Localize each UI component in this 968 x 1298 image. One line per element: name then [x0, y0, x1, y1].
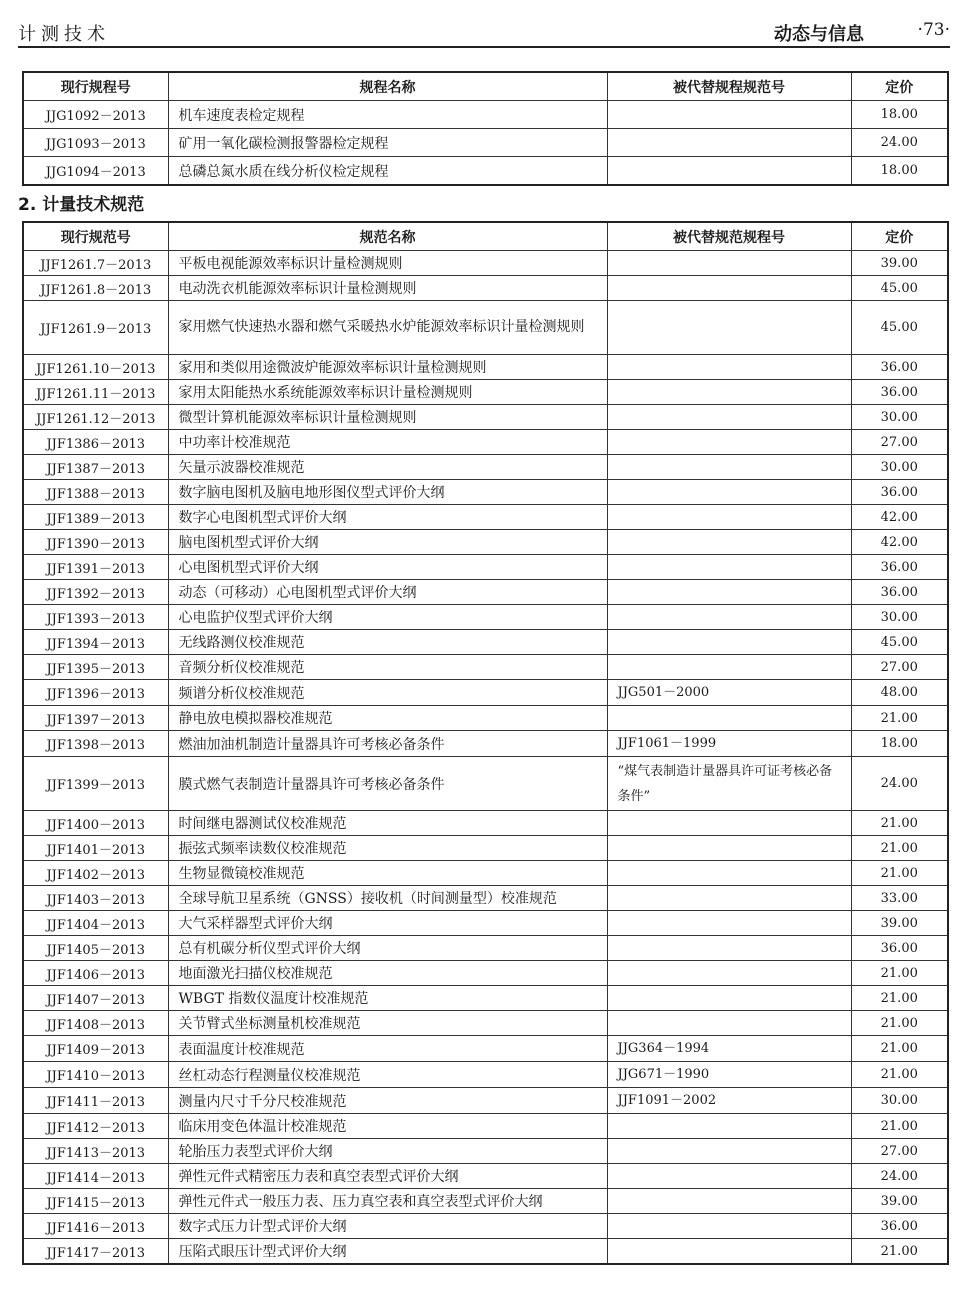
price-cell: 21.00 — [851, 1062, 948, 1088]
price-cell: 24.00 — [851, 757, 948, 811]
col-header-name: 规范名称 — [168, 222, 607, 251]
col-header-code: 现行规程号 — [23, 72, 168, 101]
price-cell: 48.00 — [851, 680, 948, 706]
table-row — [23, 680, 948, 706]
replaced-standard-cell — [607, 605, 851, 630]
standard-name-cell: 静电放电模拟器校准规范 — [168, 706, 607, 731]
standard-name-cell: 数字脑电图机及脑电地形图仪型式评价大纲 — [168, 480, 607, 505]
price-cell: 24.00 — [851, 129, 948, 157]
standard-name-cell: 关节臂式坐标测量机校准规范 — [168, 1011, 607, 1036]
standard-code-cell: JJF1387－2013 — [23, 455, 168, 480]
standard-code-cell: JJF1406－2013 — [23, 961, 168, 986]
standard-code-cell: JJF1402－2013 — [23, 861, 168, 886]
standard-name-cell: 压陷式眼压计型式评价大纲 — [168, 1239, 607, 1265]
replaced-standard-cell — [607, 1239, 851, 1265]
standard-name-cell: 矢量示波器校准规范 — [168, 455, 607, 480]
price-cell: 21.00 — [851, 1114, 948, 1139]
standard-name-cell: 生物显微镜校准规范 — [168, 861, 607, 886]
price-cell: 36.00 — [851, 580, 948, 605]
replaced-standard-cell: JJG364－1994 — [607, 1036, 851, 1062]
price-cell: 18.00 — [851, 731, 948, 757]
price-cell: 30.00 — [851, 405, 948, 430]
replaced-standard-cell — [607, 480, 851, 505]
price-cell: 33.00 — [851, 886, 948, 911]
table-row — [23, 1088, 948, 1114]
standard-name-cell: 平板电视能源效率标识计量检测规则 — [168, 251, 607, 276]
standard-code-cell: JJF1393－2013 — [23, 605, 168, 630]
replaced-standard-cell: “煤气表制造计量器具许可证考核必备条件” — [607, 757, 851, 811]
col-header-replaces: 被代替规范规程号 — [607, 222, 851, 251]
replaced-standard-cell — [607, 630, 851, 655]
replaced-standard-cell: JJF1061－1999 — [607, 731, 851, 757]
replaced-standard-cell — [607, 1139, 851, 1164]
table-row — [23, 1036, 948, 1062]
standard-code-cell: JJF1412－2013 — [23, 1114, 168, 1139]
replaced-standard-cell — [607, 986, 851, 1011]
standard-name-cell: 心电监护仪型式评价大纲 — [168, 605, 607, 630]
standard-code-cell: JJF1389－2013 — [23, 505, 168, 530]
price-cell: 36.00 — [851, 480, 948, 505]
standard-code-cell: JJF1261.8－2013 — [23, 276, 168, 301]
standard-name-cell: 振弦式频率读数仪校准规范 — [168, 836, 607, 861]
price-cell: 42.00 — [851, 505, 948, 530]
table-row — [23, 276, 948, 301]
standard-name-cell: 总磷总氮水质在线分析仪检定规程 — [168, 157, 607, 186]
table-row — [23, 301, 948, 355]
table-row — [23, 1139, 948, 1164]
standard-name-cell: 家用和类似用途微波炉能源效率标识计量检测规则 — [168, 355, 607, 380]
section-name: 动态与信息 — [774, 24, 864, 45]
table-row — [23, 505, 948, 530]
standard-name-cell: 大气采样器型式评价大纲 — [168, 911, 607, 936]
standard-code-cell: JJF1261.9－2013 — [23, 301, 168, 355]
price-cell: 27.00 — [851, 1139, 948, 1164]
standard-code-cell: JJF1388－2013 — [23, 480, 168, 505]
price-cell: 36.00 — [851, 380, 948, 405]
standard-name-cell: 数字式压力计型式评价大纲 — [168, 1214, 607, 1239]
standard-code-cell: JJF1398－2013 — [23, 731, 168, 757]
replaced-standard-cell — [607, 936, 851, 961]
price-cell: 30.00 — [851, 605, 948, 630]
standard-code-cell: JJF1413－2013 — [23, 1139, 168, 1164]
standard-code-cell: JJF1416－2013 — [23, 1214, 168, 1239]
standard-name-cell: 家用燃气快速热水器和燃气采暖热水炉能源效率标识计量检测规则 — [168, 301, 607, 355]
price-cell: 27.00 — [851, 430, 948, 455]
replaced-standard-cell — [607, 911, 851, 936]
standard-code-cell: JJF1414－2013 — [23, 1164, 168, 1189]
standard-name-cell: 心电图机型式评价大纲 — [168, 555, 607, 580]
price-cell: 18.00 — [851, 101, 948, 129]
table-row — [23, 911, 948, 936]
price-cell: 24.00 — [851, 1164, 948, 1189]
price-cell: 18.00 — [851, 157, 948, 186]
table-row — [23, 1214, 948, 1239]
replaced-standard-cell — [607, 430, 851, 455]
table-row — [23, 706, 948, 731]
table-row — [23, 605, 948, 630]
standard-name-cell: 中功率计校准规范 — [168, 430, 607, 455]
standard-name-cell: 弹性元件式一般压力表、压力真空表和真空表型式评价大纲 — [168, 1189, 607, 1214]
table-row — [23, 430, 948, 455]
replaced-standard-cell — [607, 836, 851, 861]
replaced-standard-cell — [607, 301, 851, 355]
table-row — [23, 530, 948, 555]
table-row — [23, 157, 948, 186]
journal-name: 计测技术 — [18, 24, 110, 45]
table-row — [23, 555, 948, 580]
replaced-standard-cell — [607, 811, 851, 836]
table-row — [23, 811, 948, 836]
standard-name-cell: 临床用变色体温计校准规范 — [168, 1114, 607, 1139]
table-row — [23, 251, 948, 276]
standard-code-cell: JJF1409－2013 — [23, 1036, 168, 1062]
replaced-standard-cell — [607, 1214, 851, 1239]
standard-code-cell: JJF1407－2013 — [23, 986, 168, 1011]
replaced-standard-cell — [607, 530, 851, 555]
replaced-standard-cell — [607, 380, 851, 405]
price-cell: 39.00 — [851, 251, 948, 276]
table-row — [23, 1062, 948, 1088]
standard-code-cell: JJF1401－2013 — [23, 836, 168, 861]
standard-name-cell: 脑电图机型式评价大纲 — [168, 530, 607, 555]
replaced-standard-cell — [607, 505, 851, 530]
standard-code-cell: JJF1410－2013 — [23, 1062, 168, 1088]
replaced-standard-cell — [607, 405, 851, 430]
regulations-table — [22, 71, 949, 186]
table-row — [23, 1189, 948, 1214]
table-row — [23, 1011, 948, 1036]
price-cell: 36.00 — [851, 355, 948, 380]
standard-name-cell: 数字心电图机型式评价大纲 — [168, 505, 607, 530]
table-row — [23, 886, 948, 911]
replaced-standard-cell — [607, 1011, 851, 1036]
price-cell: 39.00 — [851, 1189, 948, 1214]
price-cell: 45.00 — [851, 301, 948, 355]
standard-name-cell: 弹性元件式精密压力表和真空表型式评价大纲 — [168, 1164, 607, 1189]
col-header-code: 现行规范号 — [23, 222, 168, 251]
standard-name-cell: 动态（可移动）心电图机型式评价大纲 — [168, 580, 607, 605]
section-title: 2. 计量技术规范 — [18, 195, 145, 215]
standard-code-cell: JJF1391－2013 — [23, 555, 168, 580]
standard-name-cell: 时间继电器测试仪校准规范 — [168, 811, 607, 836]
standard-name-cell: 机车速度表检定规程 — [168, 101, 607, 129]
replaced-standard-cell — [607, 655, 851, 680]
price-cell: 21.00 — [851, 986, 948, 1011]
standard-name-cell: 测量内尺寸千分尺校准规范 — [168, 1088, 607, 1114]
standard-name-cell: 音频分析仪校准规范 — [168, 655, 607, 680]
price-cell: 21.00 — [851, 1011, 948, 1036]
standard-code-cell: JJF1395－2013 — [23, 655, 168, 680]
standard-name-cell: 丝杠动态行程测量仪校准规范 — [168, 1062, 607, 1088]
replaced-standard-cell — [607, 555, 851, 580]
price-cell: 21.00 — [851, 836, 948, 861]
price-cell: 45.00 — [851, 630, 948, 655]
standard-code-cell: JJF1397－2013 — [23, 706, 168, 731]
replaced-standard-cell — [607, 157, 851, 186]
price-cell: 21.00 — [851, 861, 948, 886]
standard-name-cell: 家用太阳能热水系统能源效率标识计量检测规则 — [168, 380, 607, 405]
price-cell: 21.00 — [851, 811, 948, 836]
price-cell: 36.00 — [851, 555, 948, 580]
standard-code-cell: JJF1405－2013 — [23, 936, 168, 961]
replaced-standard-cell — [607, 355, 851, 380]
table-row — [23, 936, 948, 961]
standard-name-cell: 频谱分析仪校准规范 — [168, 680, 607, 706]
price-cell: 36.00 — [851, 936, 948, 961]
table-row — [23, 961, 948, 986]
standard-name-cell: 膜式燃气表制造计量器具许可考核必备条件 — [168, 757, 607, 811]
col-header-price: 定价 — [851, 72, 948, 101]
standard-code-cell: JJF1390－2013 — [23, 530, 168, 555]
price-cell: 21.00 — [851, 706, 948, 731]
replaced-standard-cell — [607, 706, 851, 731]
standard-code-cell: JJF1415－2013 — [23, 1189, 168, 1214]
standard-code-cell: JJF1261.12－2013 — [23, 405, 168, 430]
table-row — [23, 380, 948, 405]
standard-name-cell: 无线路测仪校准规范 — [168, 630, 607, 655]
price-cell: 21.00 — [851, 1036, 948, 1062]
standard-code-cell: JJF1400－2013 — [23, 811, 168, 836]
standard-code-cell: JJF1261.7－2013 — [23, 251, 168, 276]
table-row — [23, 129, 948, 157]
table-row — [23, 355, 948, 380]
standard-code-cell: JJF1261.11－2013 — [23, 380, 168, 405]
standard-name-cell: 矿用一氧化碳检测报警器检定规程 — [168, 129, 607, 157]
standard-code-cell: JJF1403－2013 — [23, 886, 168, 911]
table-row — [23, 101, 948, 129]
standard-code-cell: JJF1404－2013 — [23, 911, 168, 936]
specifications-table — [22, 221, 949, 1265]
price-cell: 30.00 — [851, 1088, 948, 1114]
price-cell: 21.00 — [851, 961, 948, 986]
standard-name-cell: 总有机碳分析仪型式评价大纲 — [168, 936, 607, 961]
page-header — [18, 0, 950, 48]
price-cell: 39.00 — [851, 911, 948, 936]
replaced-standard-cell — [607, 886, 851, 911]
standard-code-cell: JJG1092－2013 — [23, 101, 168, 129]
standard-name-cell: 微型计算机能源效率标识计量检测规则 — [168, 405, 607, 430]
standard-code-cell: JJF1411－2013 — [23, 1088, 168, 1114]
price-cell: 45.00 — [851, 276, 948, 301]
price-cell: 27.00 — [851, 655, 948, 680]
standard-code-cell: JJF1261.10－2013 — [23, 355, 168, 380]
table-row — [23, 757, 948, 811]
table-row — [23, 480, 948, 505]
table-row — [23, 580, 948, 605]
col-header-replaces: 被代替规程规范号 — [607, 72, 851, 101]
standard-name-cell: 燃油加油机制造计量器具许可考核必备条件 — [168, 731, 607, 757]
replaced-standard-cell: JJG501－2000 — [607, 680, 851, 706]
page-number: ·73· — [917, 20, 950, 40]
standard-code-cell: JJF1392－2013 — [23, 580, 168, 605]
standard-code-cell: JJF1399－2013 — [23, 757, 168, 811]
replaced-standard-cell: JJG671－1990 — [607, 1062, 851, 1088]
replaced-standard-cell — [607, 1164, 851, 1189]
table-row — [23, 836, 948, 861]
table-row — [23, 655, 948, 680]
replaced-standard-cell: JJF1091－2002 — [607, 1088, 851, 1114]
standard-name-cell: 地面激光扫描仪校准规范 — [168, 961, 607, 986]
replaced-standard-cell — [607, 251, 851, 276]
table-row — [23, 405, 948, 430]
table-row — [23, 986, 948, 1011]
standard-code-cell: JJF1417－2013 — [23, 1239, 168, 1265]
standard-name-cell: 电动洗衣机能源效率标识计量检测规则 — [168, 276, 607, 301]
price-cell: 30.00 — [851, 455, 948, 480]
table-row — [23, 1114, 948, 1139]
replaced-standard-cell — [607, 580, 851, 605]
replaced-standard-cell — [607, 101, 851, 129]
table-row — [23, 1239, 948, 1265]
table-row — [23, 731, 948, 757]
replaced-standard-cell — [607, 1189, 851, 1214]
standard-name-cell: 轮胎压力表型式评价大纲 — [168, 1139, 607, 1164]
replaced-standard-cell — [607, 861, 851, 886]
table-row — [23, 861, 948, 886]
replaced-standard-cell — [607, 455, 851, 480]
standard-code-cell: JJF1394－2013 — [23, 630, 168, 655]
standard-code-cell: JJF1386－2013 — [23, 430, 168, 455]
table-row — [23, 1164, 948, 1189]
col-header-name: 规程名称 — [168, 72, 607, 101]
standard-code-cell: JJF1396－2013 — [23, 680, 168, 706]
table-row — [23, 455, 948, 480]
standard-code-cell: JJG1094－2013 — [23, 157, 168, 186]
price-cell: 36.00 — [851, 1214, 948, 1239]
price-cell: 42.00 — [851, 530, 948, 555]
standard-name-cell: 全球导航卫星系统（GNSS）接收机（时间测量型）校准规范 — [168, 886, 607, 911]
col-header-price: 定价 — [851, 222, 948, 251]
standard-name-cell: WBGT 指数仪温度计校准规范 — [168, 986, 607, 1011]
replaced-standard-cell — [607, 129, 851, 157]
standard-code-cell: JJF1408－2013 — [23, 1011, 168, 1036]
price-cell: 21.00 — [851, 1239, 948, 1265]
standard-code-cell: JJG1093－2013 — [23, 129, 168, 157]
replaced-standard-cell — [607, 276, 851, 301]
replaced-standard-cell — [607, 961, 851, 986]
table-row — [23, 630, 948, 655]
replaced-standard-cell — [607, 1114, 851, 1139]
standard-name-cell: 表面温度计校准规范 — [168, 1036, 607, 1062]
